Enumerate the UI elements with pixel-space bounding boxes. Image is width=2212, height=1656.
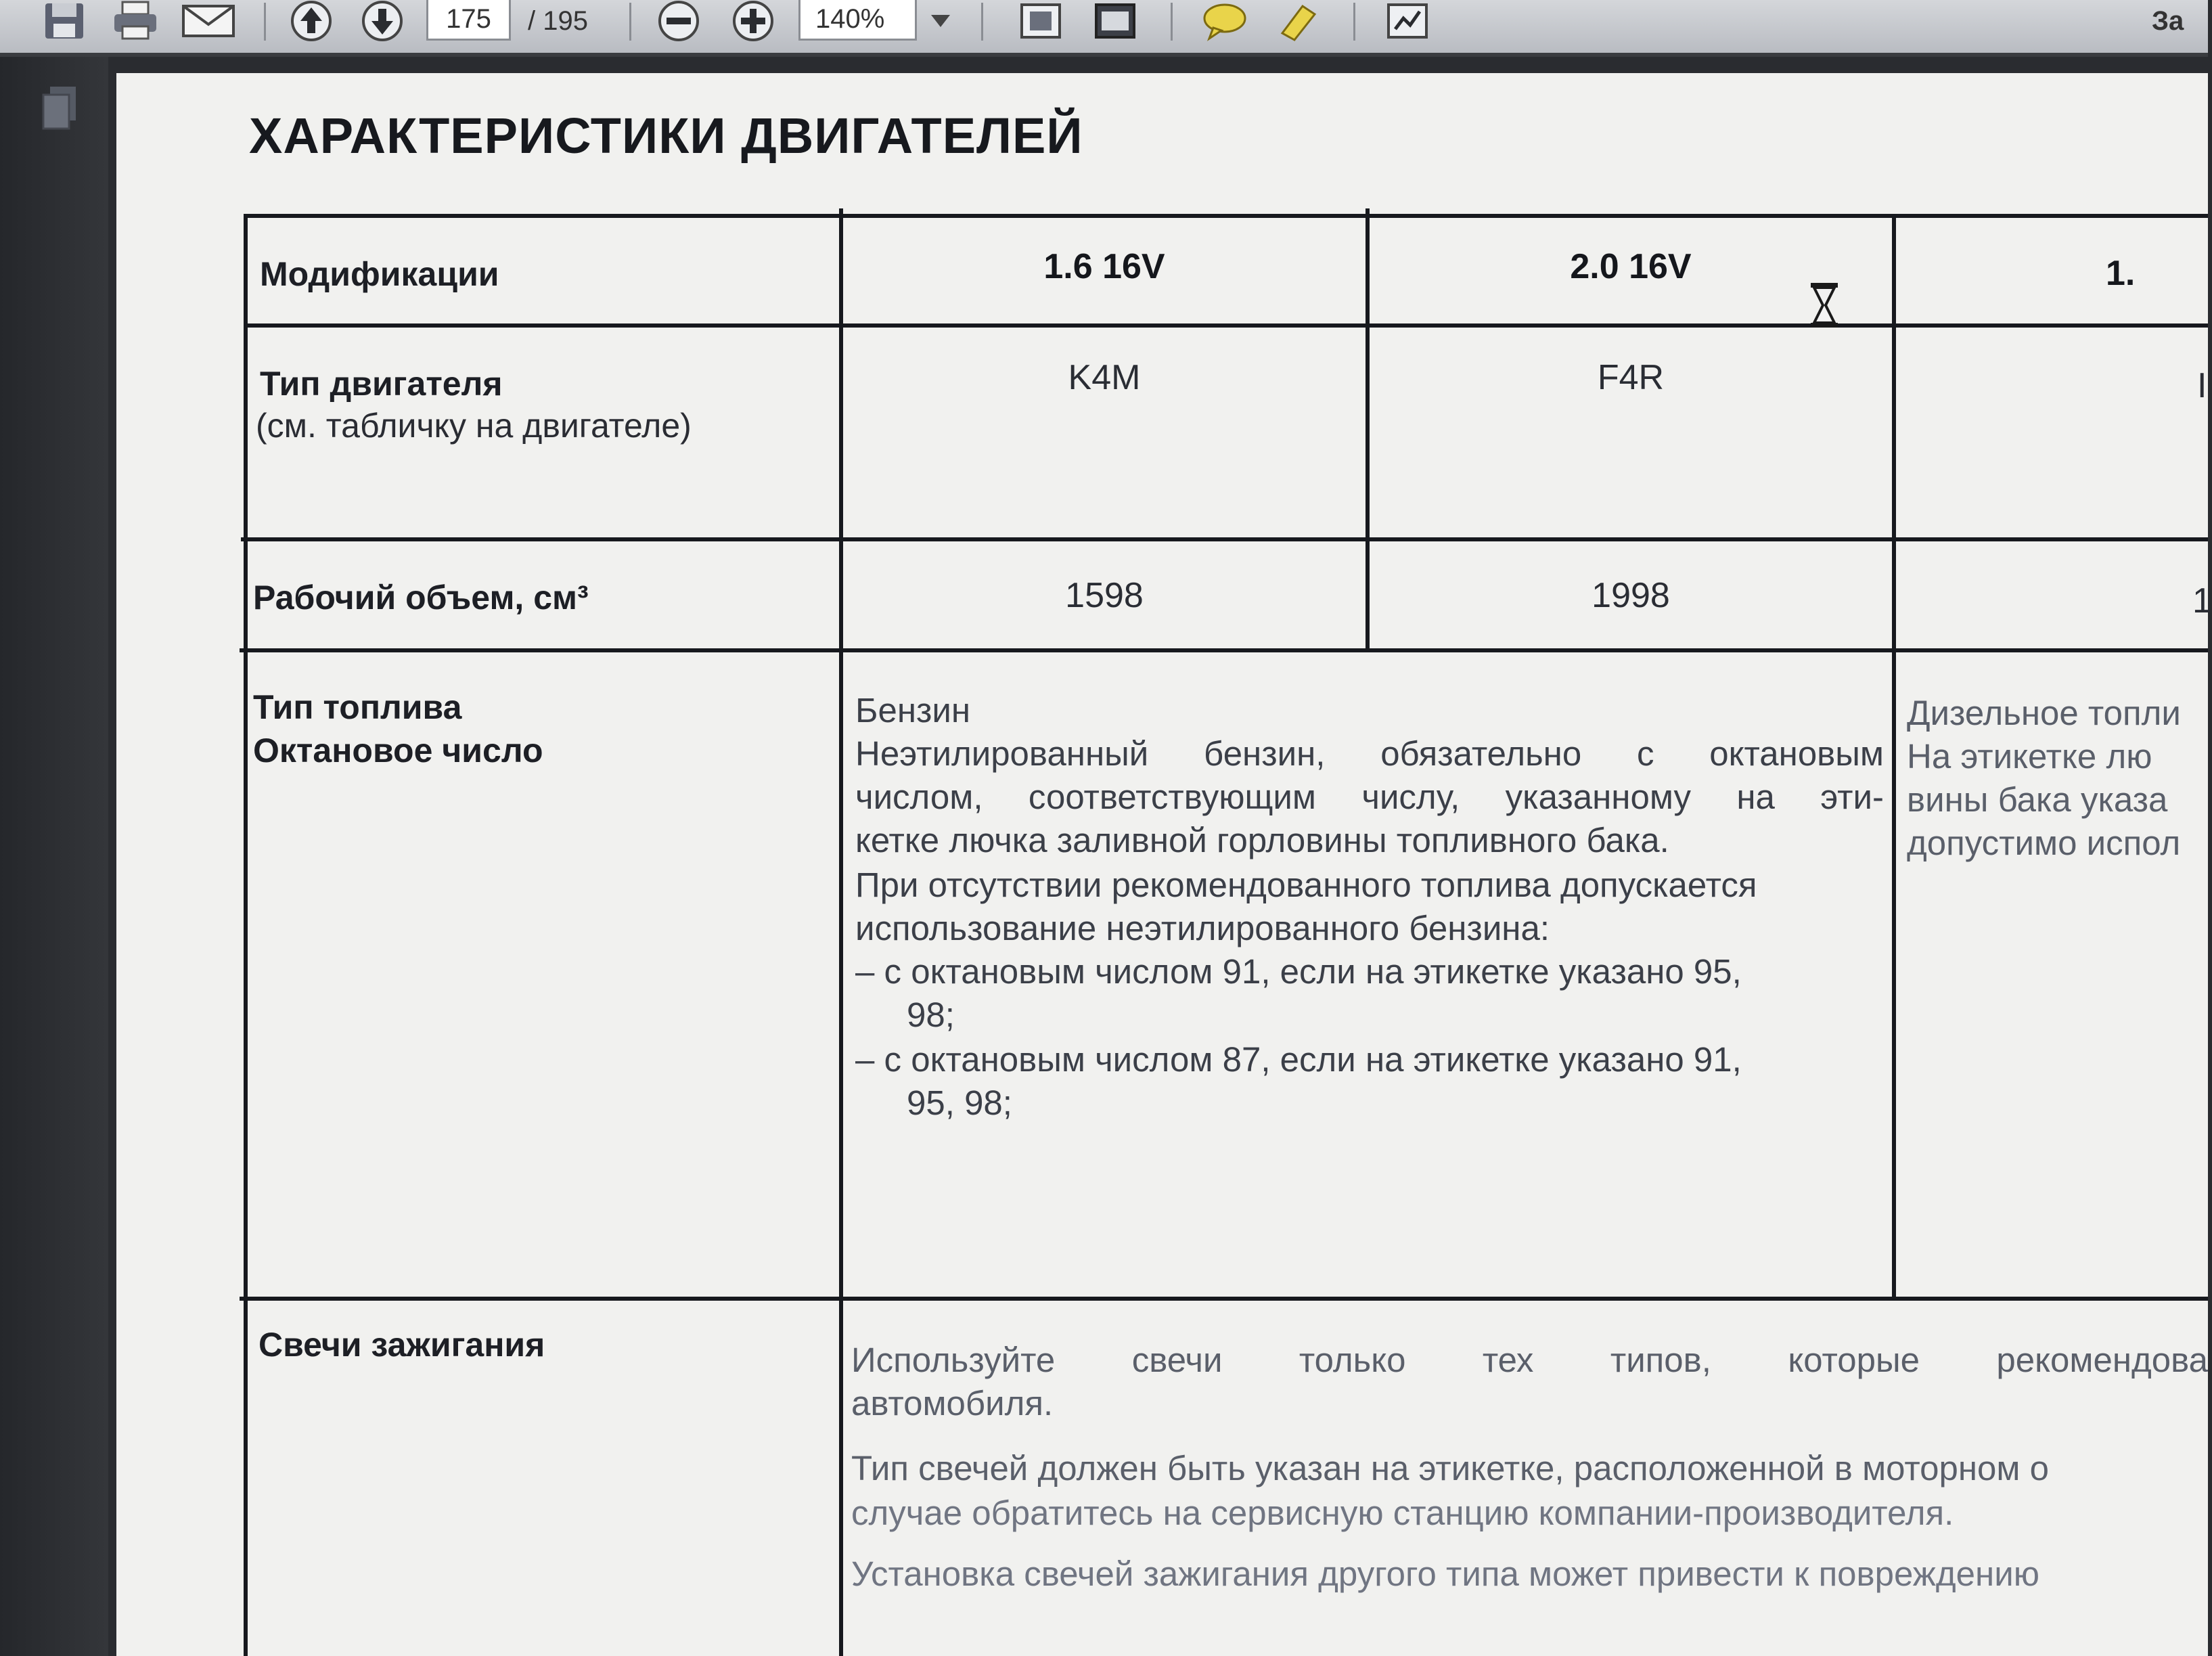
document-page [116, 73, 2212, 1656]
fit-page-icon[interactable] [1008, 0, 1073, 42]
displacement-3: 1 [2192, 581, 2212, 621]
next-page-icon[interactable] [352, 0, 413, 42]
column-header-2-0: 2.0 16V [1570, 247, 1692, 286]
spark-text-line: Используйте свечи только тех типов, которые рекомендова [851, 1341, 2208, 1379]
zoom-dropdown-icon[interactable] [917, 0, 964, 42]
column-header-3: 1. [2106, 254, 2136, 293]
label-octane: Октановое число [253, 732, 543, 769]
toolbar-separator [629, 3, 631, 41]
toolbar-separator [981, 3, 983, 41]
email-icon[interactable] [176, 0, 240, 42]
table-border-top [245, 214, 2208, 218]
table-row-divider [241, 537, 2208, 541]
toolbar [0, 0, 2208, 57]
zoom-in-icon[interactable] [721, 0, 785, 42]
fuel-text-line: 95, 98; [907, 1083, 1012, 1122]
diesel-text-line: вины бака указа [1907, 780, 2168, 819]
displacement-2-0: 1998 [1592, 576, 1670, 615]
engine-code-2-0: F4R [1597, 358, 1665, 397]
hourglass-cursor-icon [1809, 282, 1839, 332]
table-column-divider [1892, 214, 1896, 1301]
sign-icon[interactable] [1374, 0, 1441, 42]
label-spark-plugs: Свечи зажигания [258, 1326, 545, 1364]
diesel-text-line: На этикетке лю [1907, 737, 2152, 776]
page-number-input[interactable]: 175 [426, 0, 511, 41]
page-title: ХАРАКТЕРИСТИКИ ДВИГАТЕЛЕЙ [249, 108, 1083, 164]
previous-page-icon[interactable] [281, 0, 342, 42]
label-engine-type-note: (см. табличку на двигателе) [256, 407, 692, 445]
engine-code-1-6: K4M [1068, 358, 1141, 397]
print-icon[interactable] [105, 0, 166, 42]
table-row-divider [244, 323, 2208, 328]
toolbar-right-label[interactable]: За [2152, 5, 2184, 36]
fuel-text-line: 98; [907, 995, 955, 1034]
toolbar-separator [1353, 3, 1355, 41]
label-modifications: Модификации [260, 255, 499, 293]
diesel-text-line: допустимо испол [1907, 824, 2181, 862]
label-fuel-type: Тип топлива [253, 688, 462, 726]
fuel-text-line: использование неэтилированного бензина: [855, 909, 1550, 947]
highlight-icon[interactable] [1265, 0, 1333, 42]
engine-code-3: I [2197, 366, 2207, 405]
pages-panel-icon[interactable] [41, 84, 78, 135]
spark-text-line: Тип свечей должен быть указан на этикетке, расположенной в моторном о [851, 1449, 2050, 1487]
label-displacement: Рабочий объем, см³ [253, 579, 589, 617]
column-header-1-6: 1.6 16V [1043, 247, 1165, 286]
fuel-text-line: числом, соответствующим числу, указанному на эти- [855, 778, 1884, 816]
displacement-1-6: 1598 [1065, 576, 1144, 615]
fuel-text-line: – с октановым числом 91, если на этикетке указано 95, [855, 952, 1742, 991]
fit-width-icon[interactable] [1083, 0, 1147, 42]
table-row-divider [240, 648, 2208, 652]
table-border-left [244, 214, 248, 1656]
navigation-pane [0, 57, 108, 1656]
spark-text-line: случае обратитесь на сервисную станцию компании-производителя. [851, 1494, 1954, 1532]
table-column-divider [839, 208, 843, 1656]
toolbar-separator [264, 3, 266, 41]
label-engine-type: Тип двигателя [260, 365, 503, 403]
spark-text-line: автомобиля. [851, 1384, 1054, 1423]
fuel-text-line: Бензин [855, 691, 971, 730]
comment-icon[interactable] [1191, 0, 1259, 42]
spark-text-line: Установка свечей зажигания другого типа может привести к повреждению [851, 1554, 2039, 1593]
page-total: / 195 [528, 5, 588, 36]
zoom-out-icon[interactable] [646, 0, 710, 42]
toolbar-separator [1171, 3, 1173, 41]
zoom-level-field[interactable]: 140% [798, 0, 917, 41]
diesel-text-line: Дизельное топли [1907, 694, 2181, 732]
fuel-text-line: – с октановым числом 87, если на этикетке указано 91, [855, 1040, 1742, 1079]
table-row-divider [240, 1297, 2208, 1301]
save-icon[interactable] [34, 0, 95, 42]
fuel-text-line: Неэтилированный бензин, обязательно с октановым [855, 734, 1884, 773]
fuel-text-line: кетке лючка заливной горловины топливного бака. [855, 821, 1669, 859]
fuel-text-line: При отсутствии рекомендованного топлива допускается [855, 866, 1757, 904]
